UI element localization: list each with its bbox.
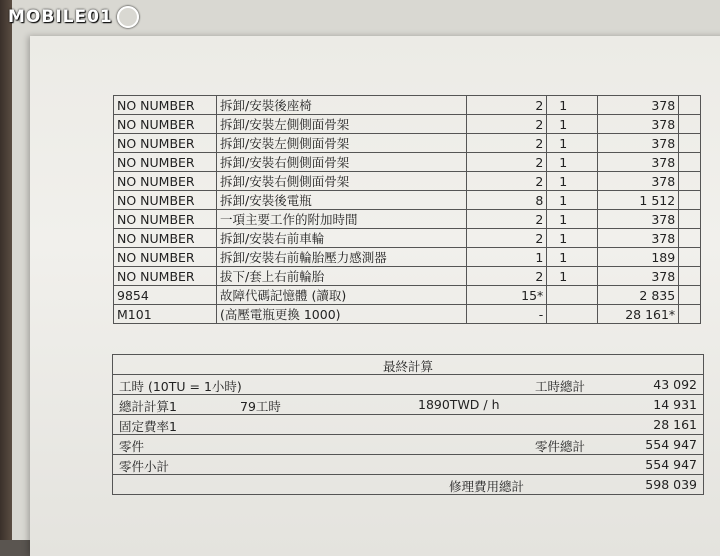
parts-row <box>114 267 701 286</box>
part-price: 378 <box>597 267 679 286</box>
part-quantity: 1 <box>547 115 597 134</box>
part-mark <box>679 248 701 267</box>
part-mark <box>679 191 701 210</box>
parts-total-value: 554 947 <box>645 437 697 452</box>
part-time-units: 2 <box>467 153 547 172</box>
part-time-units: 1 <box>467 248 547 267</box>
part-price: 378 <box>597 134 679 153</box>
parts-row <box>114 134 701 153</box>
part-mark <box>679 229 701 248</box>
part-mark <box>679 134 701 153</box>
part-quantity: 1 <box>547 134 597 153</box>
labor-label: 工時 (10TU = 1小時) <box>119 379 242 394</box>
part-time-units: 2 <box>467 172 547 191</box>
calc-label: 總計計算1 <box>119 399 177 414</box>
part-description: 拆卸/安裝後電瓶 <box>217 191 467 210</box>
labor-total-label: 工時總計 <box>535 379 586 394</box>
part-code: NO NUMBER <box>114 96 217 115</box>
part-time-units: 2 <box>467 134 547 153</box>
part-quantity: 1 <box>547 267 597 286</box>
part-code: NO NUMBER <box>114 134 217 153</box>
part-code: NO NUMBER <box>114 210 217 229</box>
part-mark <box>679 96 701 115</box>
parts-sub-row <box>113 454 703 474</box>
part-mark <box>679 305 701 324</box>
part-time-units: 8 <box>467 191 547 210</box>
part-description: 故障代碼記憶體 (讀取) <box>217 286 467 305</box>
calc-value: 14 931 <box>653 397 697 412</box>
parts-label: 零件 <box>119 439 145 454</box>
part-price: 2 835 <box>597 286 679 305</box>
parts-row <box>114 96 701 115</box>
part-code: NO NUMBER <box>114 248 217 267</box>
parts-table <box>113 95 701 324</box>
fixed-label: 固定費率1 <box>119 419 177 434</box>
part-time-units: 15* <box>467 286 547 305</box>
parts-sub-label: 零件小計 <box>119 459 170 474</box>
calc-rate: 1890TWD / h <box>418 397 500 412</box>
watermark-logo <box>8 6 139 28</box>
part-price: 28 161* <box>597 305 679 324</box>
part-quantity: 1 <box>547 248 597 267</box>
part-description: (高壓電瓶更換 1000) <box>217 305 467 324</box>
part-quantity: 1 <box>547 172 597 191</box>
fixed-row <box>113 414 703 434</box>
part-description: 拆卸/安裝右前輪胎壓力感測器 <box>217 248 467 267</box>
part-time-units: 2 <box>467 115 547 134</box>
part-code: NO NUMBER <box>114 115 217 134</box>
part-quantity: 1 <box>547 153 597 172</box>
part-price: 378 <box>597 229 679 248</box>
fixed-value: 28 161 <box>653 417 697 432</box>
part-quantity: 1 <box>547 229 597 248</box>
part-mark <box>679 153 701 172</box>
parts-sub-value: 554 947 <box>645 457 697 472</box>
part-mark <box>679 286 701 305</box>
part-time-units: 2 <box>467 267 547 286</box>
part-code: NO NUMBER <box>114 191 217 210</box>
part-description: 拆卸/安裝右側側面骨架 <box>217 153 467 172</box>
part-time-units: 2 <box>467 229 547 248</box>
part-code: M101 <box>114 305 217 324</box>
repair-total-label: 修理費用總計 <box>449 479 525 494</box>
parts-row <box>114 191 701 210</box>
part-quantity: 1 <box>547 96 597 115</box>
part-mark <box>679 210 701 229</box>
part-time-units: - <box>467 305 547 324</box>
parts-row <box>114 210 701 229</box>
parts-row <box>114 248 701 267</box>
watermark-icon <box>117 6 139 28</box>
part-code: NO NUMBER <box>114 153 217 172</box>
parts-row <box>113 434 703 454</box>
part-code: NO NUMBER <box>114 229 217 248</box>
labor-row <box>113 374 703 394</box>
part-description: 拆卸/安裝後座椅 <box>217 96 467 115</box>
calc-row <box>113 394 703 414</box>
repair-total-row <box>113 474 703 494</box>
summary-box <box>112 354 704 495</box>
parts-row <box>114 115 701 134</box>
part-code: 9854 <box>114 286 217 305</box>
part-quantity: 1 <box>547 210 597 229</box>
parts-row <box>114 172 701 191</box>
part-mark <box>679 267 701 286</box>
part-quantity <box>547 286 597 305</box>
part-price: 378 <box>597 153 679 172</box>
part-price: 378 <box>597 96 679 115</box>
part-description: 一項主要工作的附加時間 <box>217 210 467 229</box>
parts-row <box>114 229 701 248</box>
part-price: 189 <box>597 248 679 267</box>
part-description: 拆卸/安裝右前車輪 <box>217 229 467 248</box>
part-price: 1 512 <box>597 191 679 210</box>
labor-total-value: 43 092 <box>653 377 697 392</box>
part-mark <box>679 172 701 191</box>
part-code: NO NUMBER <box>114 267 217 286</box>
part-code: NO NUMBER <box>114 172 217 191</box>
part-time-units: 2 <box>467 210 547 229</box>
calc-hours: 79工時 <box>240 399 281 414</box>
part-mark <box>679 115 701 134</box>
part-description: 拆卸/安裝右側側面骨架 <box>217 172 467 191</box>
parts-row <box>114 153 701 172</box>
part-price: 378 <box>597 210 679 229</box>
part-description: 拆卸/安裝左側側面骨架 <box>217 115 467 134</box>
parts-total-label: 零件總計 <box>535 439 586 454</box>
parts-row <box>114 305 701 324</box>
part-price: 378 <box>597 115 679 134</box>
part-description: 拆卸/安裝左側側面骨架 <box>217 134 467 153</box>
part-quantity: 1 <box>547 191 597 210</box>
watermark-text: MOBILE01 <box>8 7 113 27</box>
repair-total-value: 598 039 <box>645 477 697 492</box>
parts-row <box>114 286 701 305</box>
part-time-units: 2 <box>467 96 547 115</box>
part-description: 拔下/套上右前輪胎 <box>217 267 467 286</box>
part-price: 378 <box>597 172 679 191</box>
part-quantity <box>547 305 597 324</box>
summary-title: 最終計算 <box>382 359 433 374</box>
summary-title-row <box>113 355 703 374</box>
